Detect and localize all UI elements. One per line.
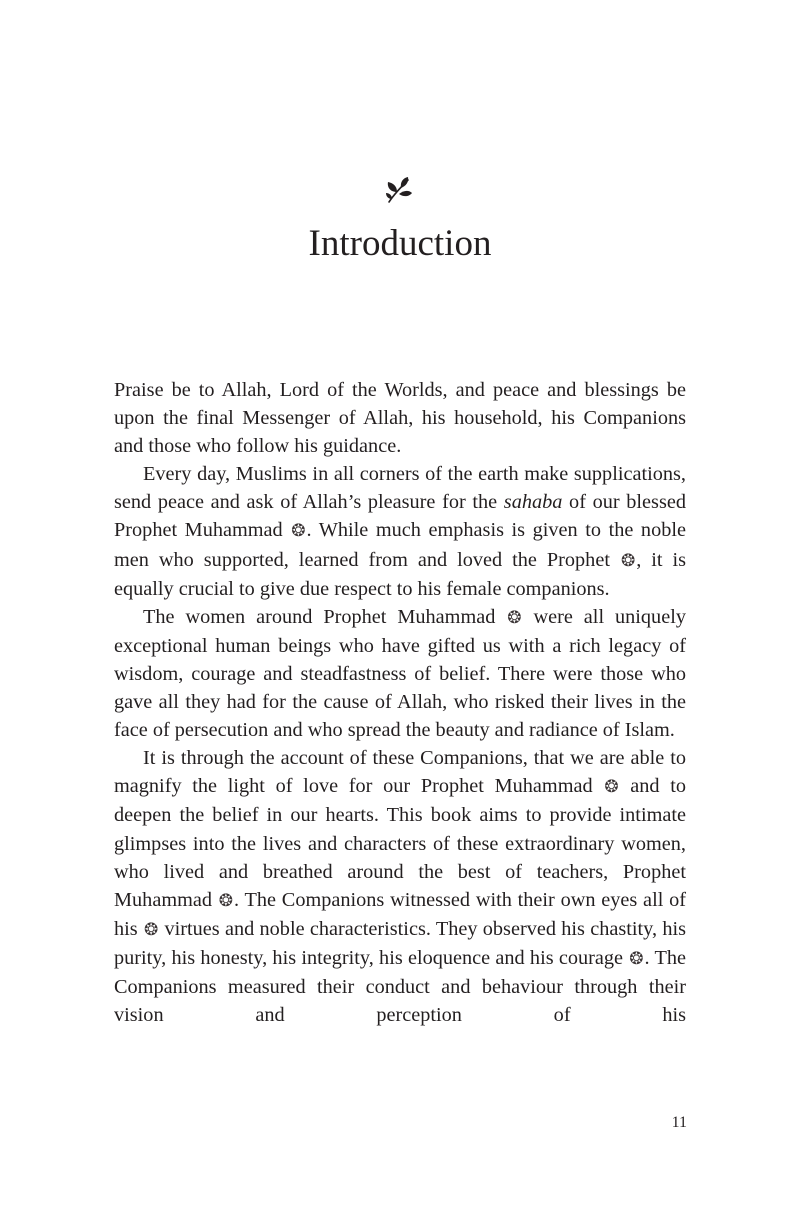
- text-run: Every day, Muslims in all corners of the earth make supplications, send peace and ask of Allah’s pleasure for the: [114, 463, 686, 514]
- pbuh-calligraphy-icon: ❂: [604, 777, 619, 797]
- pbuh-calligraphy-icon: ❂: [218, 890, 234, 910]
- text-run: virtues and noble characteristics. They observed his chastity, his purity, his honesty, his integrity, his eloquence and his courage: [114, 917, 686, 969]
- leaf-sprig-icon: [384, 175, 414, 205]
- italic-term: sahaba: [503, 491, 563, 514]
- page-title: Introduction: [308, 223, 492, 264]
- text-run: , it is equally crucial to give due respect to his female companions.: [114, 548, 686, 600]
- paragraph: [114, 603, 686, 744]
- body-text: [114, 376, 686, 1029]
- text-run: of our blessed Prophet Muhammad: [114, 491, 686, 542]
- paragraph: [114, 744, 686, 1029]
- text-run: . While much emphasis is given to the noble men who supported, learned from and loved the Prophet: [114, 519, 686, 571]
- pbuh-calligraphy-icon: ❂: [507, 607, 522, 627]
- text-run: The women around Prophet Muhammad: [143, 605, 507, 628]
- text-run: and to deepen the belief in our hearts. This book aims to provide intimate glimpses into the lives and characters of these extraordinary women, who lived and breathed around the best of teachers, Prophet Muhammad: [114, 775, 687, 911]
- pbuh-calligraphy-icon: ❂: [620, 550, 636, 570]
- pbuh-calligraphy-icon: ❂: [143, 919, 159, 939]
- page-number: 11: [671, 1114, 687, 1131]
- pbuh-calligraphy-icon: ❂: [291, 521, 306, 541]
- text-run: Praise be to Allah, Lord of the Worlds, and peace and blessings be upon the final Messenger of Allah, his household, his Companions and those who follow his guidance.: [114, 379, 686, 458]
- paragraph: [114, 460, 686, 602]
- pbuh-calligraphy-icon: ❂: [629, 948, 644, 968]
- text-run: . The Companions witnessed with their own eyes all of his: [114, 888, 686, 940]
- text-run: It is through the account of these Companions, that we are able to magnify the light of love for our Prophet Muhammad: [114, 747, 686, 798]
- paragraph: [114, 376, 686, 460]
- text-run: were all uniquely exceptional human beings who have gifted us with a rich legacy of wisdom, courage and steadfastness of belief. There were those who gave all they had for the cause of Allah, who risked their lives in the face of persecution and who spread the beauty and radiance of Islam.: [114, 605, 686, 742]
- text-run: . The Companions measured their conduct and behaviour through their vision and perception of his: [114, 946, 686, 1027]
